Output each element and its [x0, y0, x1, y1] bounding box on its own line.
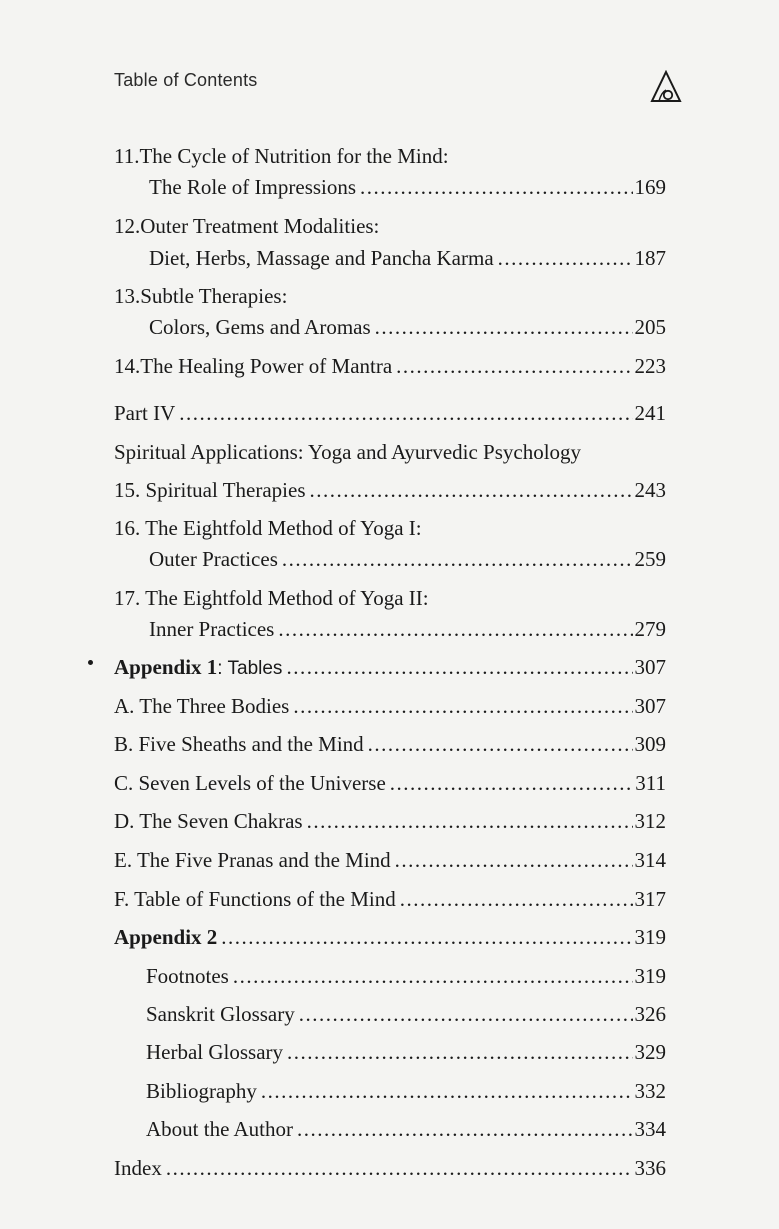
- toc-entry-17-sub[interactable]: [149, 614, 666, 644]
- leader-dots: [278, 614, 632, 644]
- leader-dots: [360, 172, 632, 202]
- page-number: 317: [634, 887, 666, 911]
- page-number: 319: [634, 964, 666, 988]
- index-label: Index: [114, 1156, 162, 1180]
- toc-entry-part-iv[interactable]: [114, 398, 666, 428]
- toc-entry-11-sub[interactable]: [149, 172, 666, 202]
- page-number: 205: [634, 315, 666, 339]
- chapter-number: 12.: [114, 214, 141, 238]
- leader-dots: [396, 351, 632, 381]
- chapter-number: 13.: [114, 284, 141, 308]
- chapter-title: Outer Treatment Modalities:: [140, 214, 380, 238]
- toc-entry-12[interactable]: [114, 211, 379, 241]
- page-number: 279: [634, 617, 666, 641]
- leader-dots: [221, 922, 632, 952]
- page-number: 169: [634, 175, 666, 199]
- leader-dots: [400, 884, 633, 914]
- item-label: D. The Seven Chakras: [114, 809, 303, 833]
- item-label: F. Table of Functions of the Mind: [114, 887, 396, 911]
- margin-bullet-mark: [88, 660, 93, 665]
- page-number: 309: [634, 732, 666, 756]
- page-number: 307: [634, 655, 666, 679]
- toc-entry-17[interactable]: [114, 583, 429, 613]
- leader-dots: [166, 1153, 633, 1183]
- toc-entry-13-sub[interactable]: [149, 312, 666, 342]
- chapter-subtitle: The Role of Impressions: [149, 175, 357, 199]
- appendix-1-item[interactable]: [114, 884, 666, 914]
- chapter-subtitle: Colors, Gems and Aromas: [149, 315, 371, 339]
- appendix-2-item[interactable]: [146, 999, 666, 1029]
- part-subtitle: [114, 437, 581, 467]
- chapter-title: 16. The Eightfold Method of Yoga I:: [114, 516, 422, 540]
- chapter-title: 17. The Eightfold Method of Yoga II:: [114, 586, 429, 610]
- leader-dots: [179, 398, 632, 428]
- page-number: 319: [634, 925, 666, 949]
- leader-dots: [293, 691, 632, 721]
- leader-dots: [390, 768, 634, 798]
- appendix-1-item[interactable]: [114, 729, 666, 759]
- leader-dots: [368, 729, 633, 759]
- page-number: 326: [634, 1002, 666, 1026]
- page-number: 223: [634, 354, 666, 378]
- leader-dots: [286, 652, 632, 682]
- page-number: 187: [634, 246, 666, 270]
- appendix-2-item[interactable]: [146, 1037, 666, 1067]
- item-label: E. The Five Pranas and the Mind: [114, 848, 391, 872]
- leader-dots: [307, 806, 633, 836]
- toc-entry-16[interactable]: [114, 513, 422, 543]
- leader-dots: [261, 1076, 633, 1106]
- page-number: 312: [634, 809, 666, 833]
- appendix-1-item[interactable]: [114, 691, 666, 721]
- toc-entry-index[interactable]: [114, 1153, 666, 1183]
- page-number: 241: [634, 401, 666, 425]
- item-label: Herbal Glossary: [146, 1040, 284, 1064]
- part-title: Part IV: [114, 401, 176, 425]
- appendix-label: Appendix 2: [114, 925, 218, 949]
- page-number: 332: [634, 1079, 666, 1103]
- appendix-label: Appendix 1: [114, 655, 218, 679]
- item-label: Bibliography: [146, 1079, 257, 1103]
- toc-entry-appendix-1[interactable]: [114, 652, 666, 682]
- chapter-title: The Healing Power of Mantra: [140, 354, 393, 378]
- page-number: 307: [634, 694, 666, 718]
- leader-dots: [375, 312, 633, 342]
- leader-dots: [395, 845, 633, 875]
- chapter-subtitle: Outer Practices: [149, 547, 278, 571]
- item-label: Sanskrit Glossary: [146, 1002, 295, 1026]
- page-number: 311: [635, 771, 666, 795]
- toc-entry-15[interactable]: [114, 475, 666, 505]
- appendix-1-item[interactable]: [114, 845, 666, 875]
- item-label: C. Seven Levels of the Universe: [114, 771, 386, 795]
- item-label: B. Five Sheaths and the Mind: [114, 732, 364, 756]
- toc-entry-12-sub[interactable]: [149, 243, 666, 273]
- appendix-title: : Tables: [217, 658, 283, 679]
- leader-dots: [287, 1037, 632, 1067]
- item-label: Footnotes: [146, 964, 229, 988]
- triangle-lotus-logo-icon: [650, 70, 682, 104]
- appendix-1-item[interactable]: [114, 806, 666, 836]
- leader-dots: [310, 475, 633, 505]
- chapter-number: 11.: [114, 144, 140, 168]
- chapter-subtitle: Diet, Herbs, Massage and Pancha Karma: [149, 246, 494, 270]
- chapter-subtitle: Inner Practices: [149, 617, 275, 641]
- chapter-title: The Cycle of Nutrition for the Mind:: [139, 144, 449, 168]
- appendix-1-item[interactable]: [114, 768, 666, 798]
- chapter-title: Subtle Therapies:: [140, 284, 288, 308]
- page-number: 334: [634, 1117, 666, 1141]
- item-label: About the Author: [146, 1117, 293, 1141]
- running-header: Table of Contents: [114, 70, 258, 90]
- leader-dots: [498, 243, 633, 273]
- page-number: 314: [634, 848, 666, 872]
- page-number: 329: [634, 1040, 666, 1064]
- part-subtitle-text: Spiritual Applications: Yoga and Ayurvedic Psychology: [114, 440, 582, 464]
- leader-dots: [297, 1114, 633, 1144]
- item-label: A. The Three Bodies: [114, 694, 290, 718]
- appendix-2-item[interactable]: [146, 1076, 666, 1106]
- toc-entry-16-sub[interactable]: [149, 544, 666, 574]
- page-number: 336: [634, 1156, 666, 1180]
- chapter-title: 15. Spiritual Therapies: [114, 478, 306, 502]
- leader-dots: [299, 999, 633, 1029]
- toc-entry-11[interactable]: [114, 141, 449, 171]
- chapter-number: 14.: [114, 354, 141, 378]
- leader-dots: [233, 961, 633, 991]
- toc-entry-13[interactable]: [114, 281, 287, 311]
- page-number: 259: [634, 547, 666, 571]
- toc-entry-appendix-2[interactable]: [114, 922, 666, 952]
- leader-dots: [282, 544, 633, 574]
- toc-entry-14[interactable]: [114, 351, 666, 381]
- appendix-2-item[interactable]: [146, 1114, 666, 1144]
- appendix-2-item[interactable]: [146, 961, 666, 991]
- page-number: 243: [634, 478, 666, 502]
